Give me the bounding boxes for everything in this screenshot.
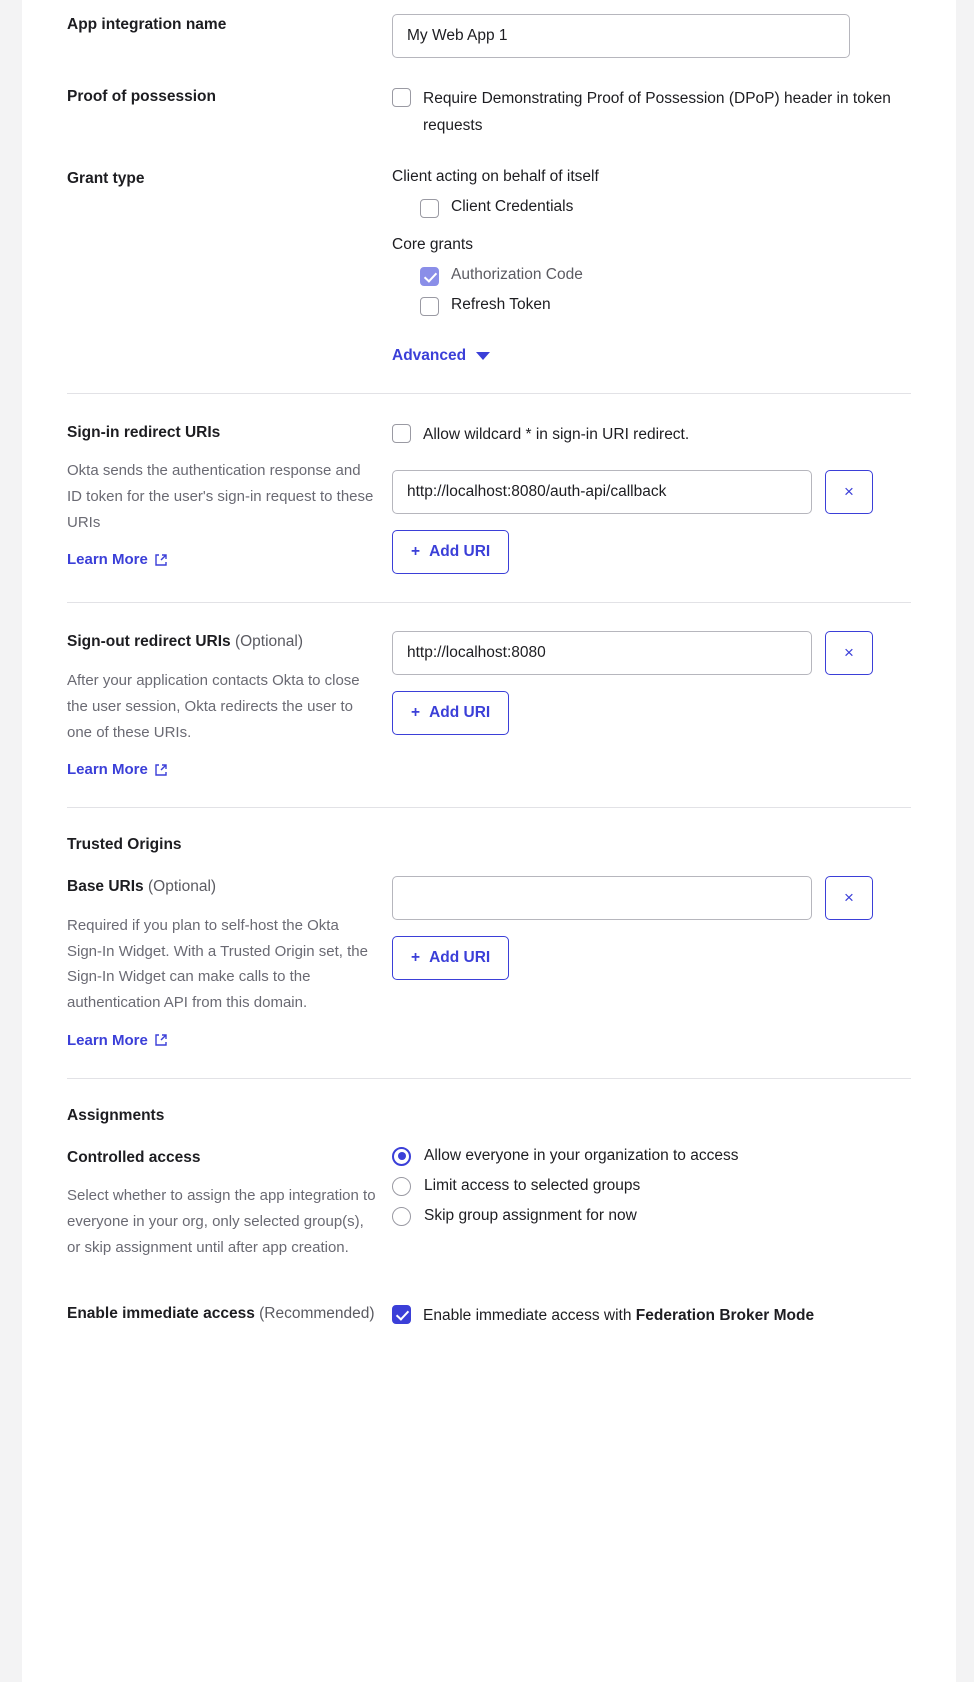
external-link-icon <box>154 1033 168 1047</box>
immediate-access-label <box>67 1303 376 1325</box>
controlled-access-label: Controlled access <box>67 1148 201 1166</box>
grant-type-field-col <box>392 168 911 365</box>
radio-allow-everyone[interactable] <box>392 1147 911 1166</box>
proof-of-possession-label-col <box>67 86 392 108</box>
app-integration-name-label: App integration name <box>67 16 227 33</box>
signout-redirect-row <box>67 603 911 779</box>
refresh-token-label: Refresh Token <box>451 296 551 314</box>
signin-redirect-label-col <box>67 422 392 570</box>
federation-broker-mode-row[interactable] <box>392 1303 911 1330</box>
signout-redirect-optional-tag: (Optional) <box>234 633 304 651</box>
radio-allow-everyone-label: Allow everyone in your organization to access <box>424 1147 739 1165</box>
signout-redirect-add-uri-label: Add URI <box>429 704 491 722</box>
dpop-checkbox[interactable] <box>392 88 411 107</box>
controlled-access-row <box>67 1147 911 1261</box>
signin-redirect-uri-input[interactable] <box>392 470 812 514</box>
federation-broker-mode-prefix: Enable immediate access with <box>423 1306 636 1324</box>
external-link-icon <box>154 763 168 777</box>
wildcard-checkbox[interactable] <box>392 424 411 443</box>
signin-redirect-help: Okta sends the authentication response and ID token for the user's sign-in request to these URIs <box>67 462 374 531</box>
plus-icon: + <box>411 704 421 722</box>
base-uri-add-uri-button[interactable] <box>392 936 509 980</box>
client-credentials-label: Client Credentials <box>451 198 574 216</box>
signin-redirect-add-uri-label: Add URI <box>429 543 491 561</box>
base-uris-row <box>67 876 911 1050</box>
radio-allow-everyone-control[interactable] <box>392 1147 411 1166</box>
signin-redirect-field-col <box>392 422 911 575</box>
base-uri-add-uri-label: Add URI <box>429 949 491 967</box>
base-uris-learn-more-link[interactable] <box>67 1032 168 1049</box>
signout-redirect-remove-button[interactable]: × <box>825 631 873 675</box>
base-uri-remove-button[interactable]: × <box>825 876 873 920</box>
client-credentials-checkbox[interactable] <box>420 199 439 218</box>
grant-group-title-core: Core grants <box>392 235 473 253</box>
immediate-access-label-text: Enable immediate access <box>67 1304 255 1322</box>
chevron-down-icon <box>476 352 490 360</box>
grant-group-core <box>392 236 911 316</box>
signin-redirect-add-uri-button[interactable] <box>392 530 509 574</box>
grant-type-label: Grant type <box>67 169 145 187</box>
signout-redirect-label-col <box>67 631 392 779</box>
controlled-access-label-col <box>67 1147 392 1261</box>
assignments-title: Assignments <box>67 1106 165 1124</box>
signout-redirect-uri-field <box>392 631 911 675</box>
signout-redirect-label-text: Sign-out redirect URIs <box>67 633 231 651</box>
base-uris-help: Required if you plan to self-host the Okta Sign-In Widget. With a Trusted Origin set, the Sign-In Widget can make calls to the authentication API from this domain. <box>67 916 368 1012</box>
signin-redirect-label: Sign-in redirect URIs <box>67 423 221 441</box>
signout-redirect-learn-more-link[interactable] <box>67 761 168 778</box>
plus-icon: + <box>411 949 421 967</box>
base-uri-field <box>392 876 911 920</box>
advanced-toggle-label: Advanced <box>392 346 467 364</box>
signout-redirect-uri-input[interactable] <box>392 631 812 675</box>
radio-skip-assignment-label: Skip group assignment for now <box>424 1207 637 1225</box>
base-uris-learn-more-label: Learn More <box>67 1031 148 1049</box>
plus-icon: + <box>411 543 421 561</box>
trusted-origins-title: Trusted Origins <box>67 836 182 854</box>
trusted-origins-section <box>67 808 911 1050</box>
radio-limit-groups-control[interactable] <box>392 1177 411 1196</box>
app-integration-name-row <box>67 0 911 58</box>
federation-broker-mode-bold: Federation Broker Mode <box>635 1306 815 1324</box>
radio-limit-groups-label: Limit access to selected groups <box>424 1177 641 1195</box>
signout-redirect-field-col <box>392 631 911 735</box>
signin-redirect-learn-more-label: Learn More <box>67 551 148 569</box>
base-uris-label-col <box>67 876 392 1050</box>
dpop-checkbox-row[interactable] <box>392 86 911 140</box>
grant-item-authorization-code[interactable] <box>420 265 911 286</box>
app-integration-name-field-col <box>392 14 911 58</box>
grant-group-client <box>392 168 911 218</box>
authorization-code-label: Authorization Code <box>451 266 583 284</box>
federation-broker-mode-checkbox[interactable] <box>392 1305 411 1324</box>
signout-redirect-label <box>67 631 376 653</box>
grant-group-title-client: Client acting on behalf of itself <box>392 167 599 185</box>
base-uri-input[interactable] <box>392 876 812 920</box>
base-uris-field-col <box>392 876 911 980</box>
signin-redirect-learn-more-link[interactable] <box>67 551 168 568</box>
controlled-access-help: Select whether to assign the app integration to everyone in your org, only selected group(s), or skip assignment until after app creation. <box>67 1187 376 1257</box>
signin-redirect-remove-button[interactable]: × <box>825 470 873 514</box>
base-uris-label <box>67 876 376 898</box>
proof-of-possession-label: Proof of possession <box>67 88 216 105</box>
radio-limit-groups[interactable] <box>392 1177 911 1196</box>
wildcard-checkbox-row[interactable] <box>392 422 911 449</box>
wildcard-checkbox-label: Allow wildcard * in sign-in URI redirect. <box>423 425 690 443</box>
grant-type-label-col <box>67 168 392 190</box>
base-uris-label-text: Base URIs <box>67 878 144 896</box>
assignments-section <box>67 1079 911 1330</box>
controlled-access-field-col <box>392 1147 911 1237</box>
grant-type-row <box>67 140 911 365</box>
radio-skip-assignment[interactable] <box>392 1207 911 1226</box>
immediate-access-field-col <box>392 1303 911 1330</box>
signin-redirect-row <box>67 394 911 575</box>
refresh-token-checkbox[interactable] <box>420 297 439 316</box>
immediate-access-recommended-tag: (Recommended) <box>259 1304 375 1322</box>
authorization-code-checkbox <box>420 267 439 286</box>
proof-of-possession-field-col <box>392 86 911 140</box>
federation-broker-mode-label <box>423 1303 814 1330</box>
advanced-toggle[interactable] <box>392 347 490 365</box>
radio-skip-assignment-control[interactable] <box>392 1207 411 1226</box>
grant-item-client-credentials[interactable] <box>420 197 911 218</box>
signin-redirect-uri-field <box>392 470 911 514</box>
signout-redirect-learn-more-label: Learn More <box>67 761 148 779</box>
immediate-access-row <box>67 1261 911 1330</box>
proof-of-possession-row <box>67 58 911 140</box>
base-uris-optional-tag: (Optional) <box>148 878 217 896</box>
immediate-access-label-col <box>67 1303 392 1325</box>
signout-redirect-add-uri-button[interactable] <box>392 691 509 735</box>
signout-redirect-help: After your application contacts Okta to close the user session, Okta redirects the user to one of these URIs. <box>67 671 360 741</box>
app-integration-name-input[interactable] <box>392 14 850 58</box>
external-link-icon <box>154 553 168 567</box>
dpop-checkbox-label: Require Demonstrating Proof of Possession (DPoP) header in token requests <box>423 90 891 134</box>
grant-item-refresh-token[interactable] <box>420 295 911 316</box>
app-integration-name-label-col <box>67 14 392 36</box>
